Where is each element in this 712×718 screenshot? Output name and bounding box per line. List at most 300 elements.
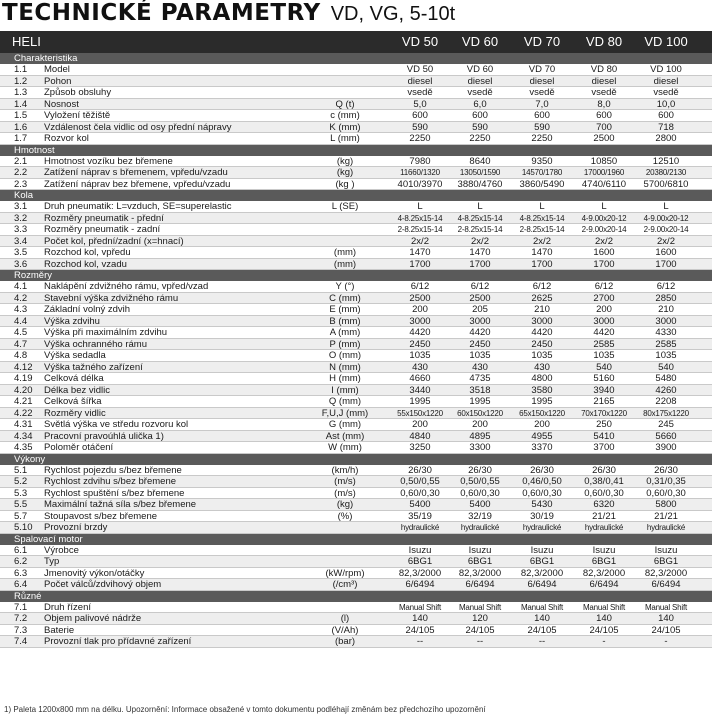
row-unit: c (mm) (330, 110, 360, 121)
row-value: VD 70 (528, 64, 556, 75)
row-value: 7980 (409, 155, 431, 167)
row-value: Manual Shift (520, 602, 564, 612)
row-value: hydraulické (400, 523, 440, 532)
row-label: Výška sedadla (44, 350, 106, 361)
row-unit: (m/s) (334, 487, 356, 499)
row-value: 26/30 (592, 464, 616, 476)
row-number: 4.7 (14, 338, 28, 350)
row-value: 4420 (593, 327, 615, 338)
row-unit: (kg ) (335, 178, 355, 190)
row-value: diesel (529, 75, 555, 87)
row-value: 1700 (409, 258, 431, 270)
row-value: 1700 (531, 258, 553, 270)
row-value: 2625 (531, 292, 553, 304)
row-value: - (602, 636, 606, 647)
row-label: Počet válců/zdvihový objem (44, 579, 162, 590)
row-value: 11660/1320 (400, 168, 440, 177)
row-value: 4420 (469, 327, 491, 338)
row-label: Rozchod kol, vzadu (44, 258, 127, 270)
row-value: 17000/1960 (583, 168, 625, 177)
table-row (0, 522, 712, 534)
row-label: Stavební výška zdvižného rámu (44, 292, 179, 304)
row-value: 2800 (655, 133, 677, 144)
row-value: 3900 (655, 442, 677, 453)
row-value: 3580 (531, 384, 553, 396)
row-value: 4260 (655, 384, 677, 396)
row-value: 5660 (655, 430, 677, 442)
row-value: 5,0 (413, 98, 427, 110)
row-value: Manual Shift (644, 602, 688, 612)
table-row (0, 281, 712, 293)
row-unit: (km/h) (331, 464, 359, 476)
row-value: 700 (596, 121, 612, 133)
row-value: diesel (591, 75, 617, 87)
row-value: 24/105 (405, 624, 435, 636)
row-label: Druh pneumatik: L=vzduch, SE=superelastic (44, 201, 232, 212)
row-value: 24/105 (651, 624, 681, 636)
row-value: 4-8.25x15-14 (457, 213, 503, 223)
model-header: VD 50 (401, 34, 439, 49)
table-row (0, 122, 712, 134)
row-label: Nosnost (44, 98, 79, 110)
row-label: Vzdálenost čela vidlic od osy přední nápravy (44, 121, 232, 133)
row-label: Provozní brzdy (44, 522, 108, 533)
table-row (0, 625, 712, 637)
table-row (0, 431, 712, 443)
row-value: 0,60/0,30 (460, 487, 500, 499)
row-value: 210 (534, 304, 550, 315)
row-number: 3.6 (14, 258, 28, 270)
table-row (0, 64, 712, 76)
row-unit: L (SE) (331, 201, 359, 212)
row-value: 1700 (469, 258, 491, 270)
row-value: 26/30 (654, 464, 678, 476)
table-row (0, 636, 712, 648)
row-value: 1700 (593, 258, 615, 270)
row-value: 6/12 (470, 281, 490, 292)
section-header: Charakteristika (0, 53, 712, 64)
row-number: 4.31 (14, 419, 33, 430)
row-value: 4840 (409, 430, 431, 442)
row-unit: (mm) (333, 247, 357, 258)
row-value: 2x/2 (595, 235, 613, 247)
row-value: 10850 (590, 155, 618, 167)
row-number: 1.7 (14, 133, 28, 144)
row-value: 3000 (531, 315, 553, 327)
row-value: 20380/2130 (645, 168, 687, 177)
row-value: 1995 (409, 396, 431, 407)
row-value: 3300 (469, 442, 491, 453)
row-value: 6BG1 (467, 556, 493, 567)
row-value: 140 (658, 613, 674, 624)
row-value: 1035 (409, 350, 431, 361)
table-row (0, 316, 712, 328)
row-number: 1.6 (14, 121, 28, 133)
row-number: 2.2 (14, 167, 28, 178)
table-row (0, 476, 712, 488)
row-value: 3000 (593, 315, 615, 327)
row-unit: (l) (340, 613, 350, 624)
table-row (0, 236, 712, 248)
row-value: 2x/2 (471, 235, 489, 247)
section-header: Výkony (0, 454, 712, 465)
row-value: 82,3/2000 (458, 567, 502, 579)
row-number: 3.5 (14, 247, 28, 258)
row-unit: (kg) (336, 167, 354, 178)
row-value: 32/19 (468, 510, 492, 522)
row-label: Rychlost pojezdu s/bez břemene (44, 464, 182, 476)
row-number: 5.1 (14, 464, 28, 476)
row-number: 6.3 (14, 567, 28, 579)
row-unit: E (mm) (329, 304, 361, 315)
row-number: 6.1 (14, 544, 28, 556)
row-number: 4.4 (14, 315, 28, 327)
row-value: 12510 (652, 155, 680, 167)
row-value: 5430 (531, 499, 553, 510)
row-value: 2500 (593, 133, 615, 144)
row-value: 14570/1780 (521, 168, 563, 177)
row-number: 1.3 (14, 87, 28, 98)
table-row (0, 213, 712, 225)
row-value: L (417, 201, 423, 212)
row-label: Rychlost zdvihu s/bez břemene (44, 476, 177, 487)
table-row (0, 76, 712, 88)
row-number: 4.20 (14, 384, 33, 396)
row-value: Manual Shift (398, 602, 442, 612)
table-row (0, 99, 712, 111)
row-label: Rozměry pneumatik - přední (44, 212, 164, 224)
row-value: 6/12 (594, 281, 614, 292)
row-value: 4330 (655, 327, 677, 338)
row-label: Světlá výška ve středu rozvoru kol (44, 419, 189, 430)
row-number: 5.7 (14, 510, 28, 522)
table-row (0, 545, 712, 557)
row-value: - (664, 636, 668, 647)
row-label: Výška tažného zařízení (44, 361, 143, 373)
row-unit: C (mm) (329, 292, 361, 304)
row-value: 21/21 (654, 510, 678, 522)
row-number: 3.3 (14, 224, 28, 235)
row-value: VD 50 (406, 64, 434, 75)
row-value: 4740/6110 (581, 178, 627, 190)
row-value: 30/19 (530, 510, 554, 522)
row-label: Objem palivové nádrže (44, 613, 142, 624)
row-value: 590 (534, 121, 550, 133)
row-value: 4955 (531, 430, 553, 442)
row-value: 4660 (409, 373, 431, 384)
title-main: TECHNICKÉ PARAMETRY (2, 0, 321, 26)
row-value: 3000 (469, 315, 491, 327)
row-value: 2-9.00x20-14 (581, 225, 627, 234)
row-value: 2500 (409, 292, 431, 304)
row-value: 82,3/2000 (582, 567, 626, 579)
row-value: 200 (534, 419, 550, 430)
row-label: Naklápění zdvižného rámu, vpřed/vzad (44, 281, 209, 292)
row-number: 3.2 (14, 212, 28, 224)
brand-label: HELI (12, 34, 41, 49)
row-value: 4010/3970 (397, 178, 443, 190)
table-row (0, 247, 712, 259)
row-value: Isuzu (530, 544, 554, 556)
row-value: diesel (467, 75, 493, 87)
row-unit: I (mm) (331, 384, 359, 396)
row-unit: O (mm) (328, 350, 362, 361)
row-number: 4.12 (14, 361, 33, 373)
row-value: 4735 (469, 373, 491, 384)
row-label: Baterie (44, 624, 75, 636)
row-value: 1995 (469, 396, 491, 407)
row-unit: (mm) (333, 258, 357, 270)
row-value: 4-8.25x15-14 (519, 213, 565, 223)
table-row (0, 556, 712, 568)
row-value: vsedě (591, 87, 617, 98)
row-number: 5.5 (14, 499, 28, 510)
row-value: 2-8.25x15-14 (457, 225, 503, 234)
row-value: 540 (658, 361, 674, 373)
row-value: 3940 (593, 384, 615, 396)
row-value: 4-9.00x20-12 (643, 213, 689, 223)
table-row (0, 293, 712, 305)
table-row (0, 442, 712, 454)
row-label: Vyložení těžiště (44, 110, 111, 121)
row-value: 210 (658, 304, 674, 315)
row-number: 7.4 (14, 636, 28, 647)
row-label: Rozměry pneumatik - zadní (44, 224, 161, 235)
section-header: Kola (0, 190, 712, 201)
table-row (0, 499, 712, 511)
row-unit: Ast (mm) (325, 430, 365, 442)
row-value: 0,60/0,30 (584, 487, 624, 499)
row-value: 4800 (531, 373, 553, 384)
page-title (2, 0, 455, 30)
row-value: hydraulické (646, 523, 686, 532)
row-value: 540 (596, 361, 612, 373)
row-value: 6/12 (656, 281, 676, 292)
spec-table (0, 31, 712, 648)
row-value: 2208 (655, 396, 677, 407)
table-row (0, 613, 712, 625)
row-value: 6320 (593, 499, 615, 510)
row-value: 4-8.25x15-14 (397, 213, 443, 223)
row-value: 1035 (531, 350, 553, 361)
row-label: Zatížení náprav s břemenem, vpředu/vzadu (44, 167, 228, 178)
row-label: Druh řízení (44, 601, 91, 613)
row-value: 6,0 (473, 98, 487, 110)
row-value: 3860/5490 (519, 178, 565, 190)
table-row (0, 133, 712, 145)
row-value: 1995 (531, 396, 553, 407)
table-row (0, 362, 712, 374)
row-number: 3.1 (14, 201, 28, 212)
row-label: Pracovní pravoúhlá ulička 1) (44, 430, 164, 442)
row-unit: L (mm) (330, 133, 360, 144)
row-value: 5160 (593, 373, 615, 384)
row-label: Provozní tlak pro přídavné zařízení (44, 636, 192, 647)
row-value: 5480 (655, 373, 677, 384)
row-value: Isuzu (592, 544, 616, 556)
row-value: 3250 (409, 442, 431, 453)
row-label: Celková šířka (44, 396, 102, 407)
row-label: Maximální tažná síla s/bez břemene (44, 499, 197, 510)
row-value: 35/19 (408, 510, 432, 522)
row-number: 4.1 (14, 281, 28, 292)
row-label: Rychlost spuštění s/bez břemene (44, 487, 185, 499)
row-unit: (bar) (334, 636, 356, 647)
row-value: 24/105 (527, 624, 557, 636)
row-number: 6.4 (14, 579, 28, 590)
row-unit: W (mm) (328, 442, 362, 453)
row-value: 7,0 (535, 98, 549, 110)
row-label: Základní volný zdvih (44, 304, 131, 315)
row-value: hydraulické (460, 523, 500, 532)
row-unit: N (mm) (329, 361, 361, 373)
row-value: 3000 (409, 315, 431, 327)
table-row (0, 465, 712, 477)
table-row (0, 602, 712, 614)
row-label: Výška ochranného rámu (44, 338, 147, 350)
row-value: 4420 (531, 327, 553, 338)
row-unit: (kg) (336, 499, 354, 510)
row-unit: P (mm) (329, 338, 361, 350)
row-label: Rozvor kol (44, 133, 89, 144)
row-value: L (663, 201, 669, 212)
row-value: 1035 (593, 350, 615, 361)
row-label: Výška zdvihu (44, 315, 100, 327)
row-number: 7.1 (14, 601, 28, 613)
row-value: 2850 (655, 292, 677, 304)
row-label: Pohon (44, 75, 72, 87)
row-number: 4.19 (14, 373, 33, 384)
row-value: 0,50/0,55 (400, 476, 440, 487)
row-value: 1035 (655, 350, 677, 361)
row-value: 0,60/0,30 (646, 487, 686, 499)
row-value: 2x/2 (411, 235, 429, 247)
row-number: 6.2 (14, 556, 28, 567)
row-value: 9350 (531, 155, 553, 167)
row-value: vsedě (407, 87, 433, 98)
row-value: 24/105 (465, 624, 495, 636)
row-value: 430 (472, 361, 488, 373)
row-label: Počet kol, přední/zadní (x=hnací) (44, 235, 184, 247)
row-value: 26/30 (468, 464, 492, 476)
row-value: diesel (653, 75, 679, 87)
row-value: 200 (412, 419, 428, 430)
row-unit: Q (mm) (328, 396, 362, 407)
table-row (0, 408, 712, 420)
row-number: 1.1 (14, 64, 28, 75)
row-value: 0,50/0,55 (460, 476, 500, 487)
row-label: Celková délka (44, 373, 104, 384)
row-value: 200 (596, 304, 612, 315)
row-value: 6BG1 (407, 556, 433, 567)
row-value: 590 (412, 121, 428, 133)
row-value: 1600 (655, 247, 677, 258)
row-value: 140 (412, 613, 428, 624)
table-row (0, 201, 712, 213)
row-value: 430 (534, 361, 550, 373)
table-row (0, 304, 712, 316)
model-header: VD 100 (644, 34, 688, 49)
row-value: 3880/4760 (457, 178, 503, 190)
row-number: 4.8 (14, 350, 28, 361)
row-value: 600 (658, 110, 674, 121)
row-value: 0,38/0,41 (584, 476, 624, 487)
row-number: 5.2 (14, 476, 28, 487)
row-value: 0,60/0,30 (400, 487, 440, 499)
table-row (0, 385, 712, 397)
row-unit: (V/Ah) (331, 624, 359, 636)
row-number: 4.21 (14, 396, 33, 407)
row-value: 2x/2 (657, 235, 675, 247)
row-unit: G (mm) (328, 419, 362, 430)
table-body (0, 53, 712, 648)
row-value: 3440 (409, 384, 431, 396)
row-value: -- (416, 636, 424, 647)
row-value: 140 (534, 613, 550, 624)
row-label: Rozměry vidlic (44, 407, 106, 419)
row-unit: (kg) (336, 155, 354, 167)
row-value: 2585 (593, 338, 615, 350)
row-value: L (601, 201, 607, 212)
row-value: 82,3/2000 (520, 567, 564, 579)
row-value: 6/6494 (405, 579, 435, 590)
row-number: 2.3 (14, 178, 28, 190)
model-header: VD 70 (523, 34, 561, 49)
row-number: 5.10 (14, 522, 33, 533)
row-value: 200 (472, 419, 488, 430)
row-value: hydraulické (584, 523, 624, 532)
row-value: 600 (596, 110, 612, 121)
row-value: 590 (472, 121, 488, 133)
table-row (0, 179, 712, 191)
row-value: 2250 (469, 133, 491, 144)
row-value: 2450 (531, 338, 553, 350)
row-value: 3000 (655, 315, 677, 327)
row-number: 1.2 (14, 75, 28, 87)
section-header: Hmotnost (0, 145, 712, 156)
row-label: Poloměr otáčení (44, 442, 114, 453)
row-number: 2.1 (14, 155, 28, 167)
row-value: 3518 (469, 384, 491, 396)
table-row (0, 579, 712, 591)
row-value: -- (476, 636, 484, 647)
table-row (0, 568, 712, 580)
row-label: Hmotnost vozíku bez břemene (44, 155, 173, 167)
model-header: VD 60 (461, 34, 499, 49)
row-value: 205 (472, 304, 488, 315)
row-number: 4.2 (14, 292, 28, 304)
row-value: 1035 (469, 350, 491, 361)
row-number: 3.4 (14, 235, 28, 247)
row-value: 250 (596, 419, 612, 430)
table-row (0, 259, 712, 271)
row-value: -- (538, 636, 546, 647)
row-value: 4420 (409, 327, 431, 338)
row-value: 2250 (531, 133, 553, 144)
row-value: 1470 (531, 247, 553, 258)
row-unit: (kW/rpm) (325, 567, 365, 579)
row-value: vsedě (653, 87, 679, 98)
row-value: 6BG1 (529, 556, 555, 567)
row-number: 4.3 (14, 304, 28, 315)
row-value: 140 (596, 613, 612, 624)
row-value: 2585 (655, 338, 677, 350)
row-value: 5400 (409, 499, 431, 510)
row-value: 13050/1590 (459, 168, 501, 177)
row-value: 2250 (409, 133, 431, 144)
row-value: 6BG1 (653, 556, 679, 567)
row-value: vsedě (467, 87, 493, 98)
